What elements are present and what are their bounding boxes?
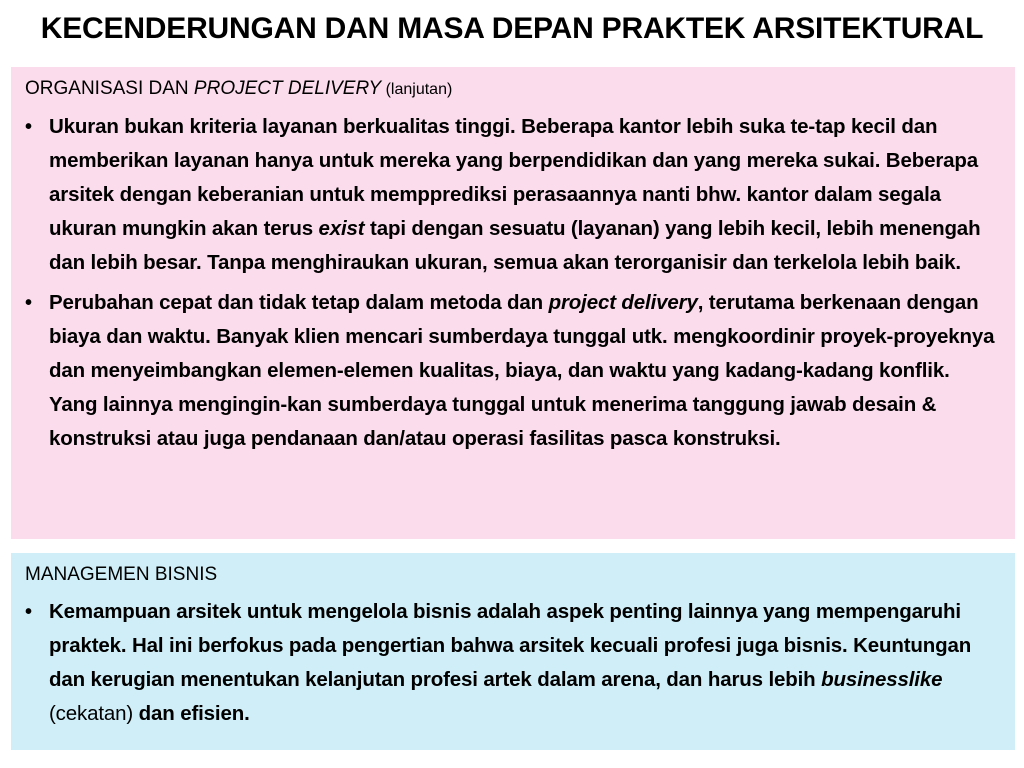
bullet-icon: • — [25, 292, 33, 314]
bullet-text-part: Perubahan cepat dan tidak tetap dalam metoda dan — [49, 291, 549, 314]
section-heading: MANAGEMEN BISNIS — [25, 564, 218, 585]
slide-title: KECENDERUNGAN DAN MASA DEPAN PRAKTEK ARSITEKTURAL — [40, 12, 984, 45]
bullet-text-italic: project delivery — [548, 291, 698, 314]
bullet-text-part: Ukuran bukan kriteria layanan berkualitas tinggi. Beberapa kantor lebih suka te-tap kecil dan memberikan layanan hanya untuk mereka yang berpendidikan dan yang mereka sukai. Beberapa arsitek dengan keberanian untuk mempprediksi perasaannya nanti bhw. kantor dalam segala ukuran mungkin akan terus — [49, 115, 979, 240]
organisasi-panel — [11, 67, 1015, 539]
bullet-text-italic: businesslike — [821, 668, 943, 691]
heading-suffix: (lanjutan) — [381, 81, 453, 98]
bullet-text-part: Kemampuan arsitek untuk mengelola bisnis adalah aspek penting lainnya yang mempengaruhi praktek. Hal ini berfokus pada pengertian bahwa arsitek kecuali profesi juga bisnis. Keuntungan dan kerugian menentukan kelanjutan profesi artek dalam arena, dan harus lebih — [49, 600, 972, 691]
bullet-text-normal: (cekatan) — [49, 702, 134, 725]
bullet-text-part: dan efisien. — [133, 702, 250, 725]
bullet-text — [49, 110, 1001, 280]
list-item — [25, 110, 1001, 280]
section-heading — [25, 77, 1001, 102]
bullet-text — [49, 595, 1001, 731]
list-item — [25, 595, 1001, 731]
bullet-text-part: , terutama berkenaan dengan biaya dan waktu. Banyak klien mencari sumberdaya tunggal utk. mengkoordinir proyek-proyeknya dan menyeimbangkan elemen-elemen kualitas, biaya, dan waktu yang kadang-kadang konflik. Yang lainnya mengingin-kan sumberdaya tunggal untuk menerima tanggung jawab desain & konstruksi atau juga pendanaan dan/atau operasi fasilitas pasca konstruksi. — [49, 291, 995, 450]
bullet-icon: • — [25, 601, 33, 623]
managemen-panel — [11, 553, 1015, 750]
bullet-text-part: tapi dengan sesuatu (layanan) yang lebih kecil, lebih menengah dan lebih besar. Tanpa menghiraukan ukuran, semua akan terorganisir dan terkelola lebih baik. — [49, 217, 981, 274]
heading-prefix: ORGANISASI DAN — [25, 78, 194, 99]
heading-italic: PROJECT DELIVERY — [193, 78, 382, 99]
list-item — [25, 286, 1001, 456]
bullet-icon: • — [25, 116, 33, 138]
bullet-text — [49, 286, 1001, 456]
bullet-text-italic: exist — [318, 217, 365, 240]
